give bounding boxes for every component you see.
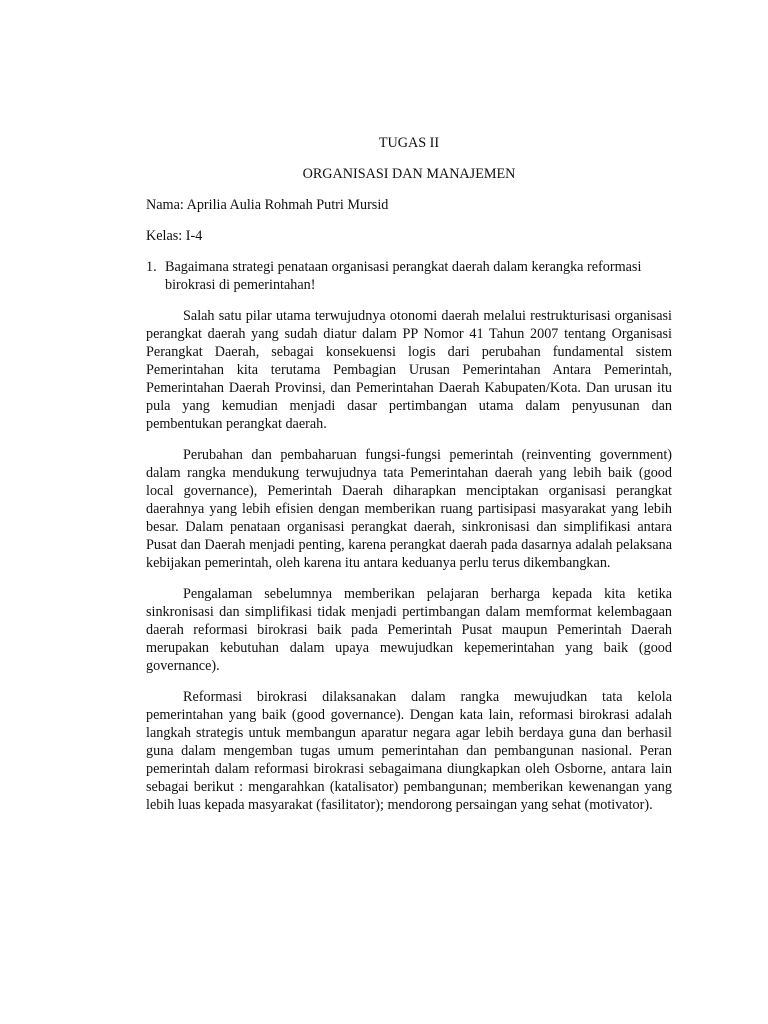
answer-paragraph-2: Perubahan dan pembaharuan fungsi-fungsi pemerintah (reinventing government) dalam rangka mendukung terwujudnya tata Pemerintahan daerah yang lebih baik (good local governance), Pemerintah Daerah diharapkan menciptakan organisasi perangkat daerahnya yang lebih efisien dengan memberikan ruang partisipasi masyarakat yang lebih besar. Dalam penataan organisasi perangkat daerah, sinkronisasi dan simplifikasi antara Pusat dan Daerah menjadi penting, karena perangkat daerah pada dasarnya adalah pelaksana kebijakan pemerintah, oleh karena itu antara keduanya perlu terus dikembangkan. xyxy=(146,447,672,571)
document-title: TUGAS II xyxy=(378,135,440,151)
answer-paragraph-3: Pengalaman sebelumnya memberikan pelajaran berharga kepada kita ketika sinkronisasi dan simplifikasi tidak menjadi pertimbangan dalam memformat kelembagaan daerah reformasi birokrasi baik pada Pemerintah Pusat maupun Pemerintah Daerah merupakan kebutuhan dalam upaya mewujudkan kepemerintahan yang baik (good governance). xyxy=(146,586,672,674)
answer-paragraph-1: Salah satu pilar utama terwujudnya otonomi daerah melalui restrukturisasi organisasi perangkat daerah yang sudah diatur dalam PP Nomor 41 Tahun 2007 tentang Organisasi Perangkat Daerah, sebagai konsekuensi logis dari perubahan fundamental sistem Pemerintahan kita terutama Pembagian Urusan Pemerintahan Antara Pemerintah, Pemerintahan Daerah Provinsi, dan Pemerintahan Daerah Kabupaten/Kota. Dan urusan itu pula yang kemudian menjadi dasar pertimbangan utama dalam penyusunan dan pembentukan perangkat daerah. xyxy=(146,308,672,432)
document-page xyxy=(146,134,672,827)
document-subtitle: ORGANISASI DAN MANAJEMEN xyxy=(302,166,516,182)
answer-paragraph-4: Reformasi birokrasi dilaksanakan dalam rangka mewujudkan tata kelola pemerintahan yang baik (good governance). Dengan kata lain, reformasi birokrasi adalah langkah strategis untuk membangun aparatur negara agar lebih berdaya guna dan berhasil guna dalam mengemban tugas umum pemerintahan dan pembangunan nasional. Peran pemerintah dalam reformasi birokrasi sebagaimana diungkapkan oleh Osborne, antara lain sebagai berikut : mengarahkan (katalisator) pembangunan; memberikan kewenangan yang lebih luas kepada masyarakat (fasilitator); mendorong persaingan yang sehat (motivator). xyxy=(146,689,672,813)
question-number: 1. xyxy=(146,259,157,275)
question-text: Bagaimana strategi penataan organisasi perangkat daerah dalam kerangka reformasi birokrasi di pemerintahan! xyxy=(165,259,642,293)
student-class: Kelas: I-4 xyxy=(146,228,203,244)
question-item xyxy=(146,258,672,294)
student-name: Nama: Aprilia Aulia Rohmah Putri Mursid xyxy=(146,197,389,213)
